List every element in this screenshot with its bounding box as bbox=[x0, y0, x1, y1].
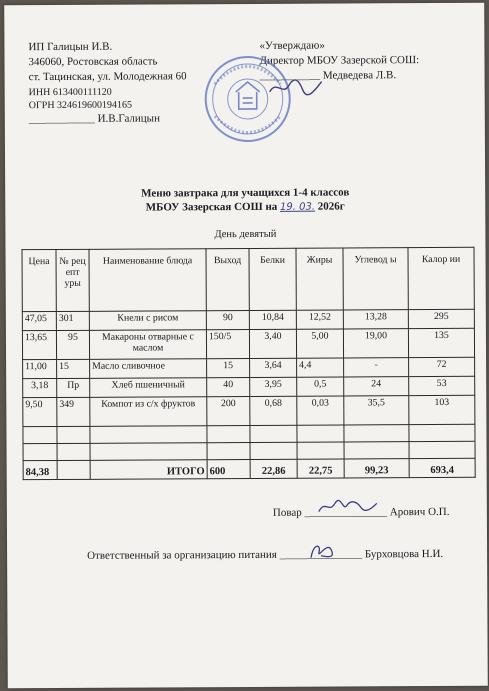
table-cell: Макароны отварные с маслом bbox=[89, 330, 206, 360]
table-cell: 295 bbox=[408, 309, 474, 328]
entrepreneur-name: ИП Галицын И.В. bbox=[28, 40, 113, 54]
responsible-signature-line: Ответственный за организацию питания _______________ Бурховцова Н.И. bbox=[87, 547, 444, 562]
entrepreneur-inn: ИНН 613400111120 bbox=[28, 86, 112, 99]
total-cell bbox=[57, 460, 90, 479]
total-cell: 84,38 bbox=[23, 460, 57, 479]
table-cell: 40 bbox=[207, 377, 250, 396]
table-row bbox=[23, 376, 475, 397]
table-cell: Масло сливочное bbox=[90, 359, 207, 379]
responsible-name: Бурховцова Н.И. bbox=[364, 547, 444, 561]
table-row bbox=[23, 395, 475, 426]
column-header: Жиры bbox=[296, 248, 343, 310]
table-cell: 90 bbox=[206, 310, 249, 329]
table-cell: 47,05 bbox=[22, 311, 56, 330]
total-cell: 22,86 bbox=[250, 459, 297, 478]
table-cell: 0,5 bbox=[297, 377, 344, 396]
column-header: Цена bbox=[22, 249, 56, 311]
table-cell: Хлеб пшеничный bbox=[90, 378, 207, 398]
table-cell: 35,5 bbox=[344, 396, 409, 425]
table-cell: 4,4 bbox=[297, 358, 344, 377]
menu-document bbox=[4, 3, 488, 689]
table-cell: 9,50 bbox=[23, 397, 57, 426]
table-cell: 13,28 bbox=[343, 310, 408, 329]
table-cell: 5,00 bbox=[296, 329, 343, 358]
director-signature-icon bbox=[267, 76, 325, 100]
approval-heading: «Утверждаю» bbox=[259, 39, 325, 52]
total-label: ИТОГО bbox=[90, 460, 207, 480]
column-header: Белки bbox=[249, 248, 296, 310]
table-cell: 12,52 bbox=[296, 310, 343, 329]
table-cell: Пр bbox=[57, 378, 90, 397]
table-cell: 135 bbox=[408, 328, 474, 357]
director-signature-line: ___________ Медведева Л.В. bbox=[259, 69, 397, 82]
table-cell: 150/5 bbox=[206, 329, 249, 358]
table-cell: 301 bbox=[56, 311, 89, 330]
table-cell: 95 bbox=[56, 330, 89, 359]
entrepreneur-signature-line: ____________ И.В.Галицын bbox=[28, 112, 160, 126]
table-cell: 3,40 bbox=[249, 329, 296, 358]
table-row bbox=[22, 328, 474, 359]
table-cell: 349 bbox=[57, 397, 90, 426]
table-cell: 0,03 bbox=[297, 396, 344, 425]
table-cell: Кнели с рисом bbox=[89, 311, 206, 331]
total-cell: 99,23 bbox=[344, 459, 409, 478]
table-cell: 19,00 bbox=[343, 329, 408, 358]
table-cell: 3,95 bbox=[250, 377, 297, 396]
table-cell: 200 bbox=[207, 396, 250, 425]
entrepreneur-address: ст. Тацинская, ул. Молодежная 60 bbox=[28, 70, 187, 84]
entrepreneur-ogrn: ОГРН 324619600194165 bbox=[28, 99, 133, 112]
director-title: Директор МБОУ Зазерской СОШ: bbox=[259, 54, 420, 67]
column-header: Углевод ы bbox=[343, 248, 408, 310]
table-cell: 24 bbox=[344, 377, 409, 396]
total-cell: 22,75 bbox=[297, 459, 344, 478]
column-header: Выход bbox=[206, 248, 249, 310]
menu-day: День девятый bbox=[214, 228, 277, 241]
table-cell: 15 bbox=[57, 359, 90, 378]
table-header-row bbox=[22, 247, 474, 311]
table-cell: 3,18 bbox=[23, 378, 57, 397]
menu-title: Меню завтрака для учащихся 1-4 классов bbox=[141, 186, 350, 200]
cook-signature-icon bbox=[317, 495, 379, 517]
entrepreneur-region: 346060, Ростовская область bbox=[28, 55, 158, 69]
table-cell: 10,84 bbox=[249, 310, 296, 329]
table-cell: 103 bbox=[409, 395, 475, 424]
table-row bbox=[23, 357, 475, 378]
column-header: Наименование блюда bbox=[89, 249, 206, 312]
column-header: Калор ии bbox=[408, 247, 474, 309]
total-cell: 693,4 bbox=[409, 458, 475, 477]
table-cell: 15 bbox=[207, 358, 250, 377]
table-row bbox=[22, 309, 474, 330]
cook-signature-line: Повар _______________ Арович О.П. bbox=[272, 505, 450, 519]
table-cell: - bbox=[344, 358, 409, 377]
total-cell: 600 bbox=[207, 459, 250, 478]
table-cell: Компот из с/х фруктов bbox=[90, 397, 207, 427]
table-cell: 53 bbox=[409, 376, 475, 395]
responsible-label: Ответственный за организацию питания bbox=[87, 548, 277, 562]
table-cell: 3,64 bbox=[250, 358, 297, 377]
menu-subtitle: МБОУ Зазерская СОШ на 19. 03. 2026г bbox=[145, 200, 345, 214]
cook-label: Повар bbox=[272, 506, 302, 519]
table-cell: 13,65 bbox=[22, 330, 56, 359]
table-total-row bbox=[23, 458, 475, 479]
cook-name: Арович О.П. bbox=[389, 505, 450, 519]
menu-table bbox=[21, 247, 475, 480]
table-cell: 72 bbox=[409, 357, 475, 376]
handwritten-date: 19. 03. bbox=[279, 201, 316, 213]
table-cell: 0,68 bbox=[250, 396, 297, 425]
responsible-signature-icon bbox=[307, 540, 337, 562]
column-header: № рец епт уры bbox=[56, 249, 89, 311]
table-cell: 11,00 bbox=[23, 359, 57, 378]
